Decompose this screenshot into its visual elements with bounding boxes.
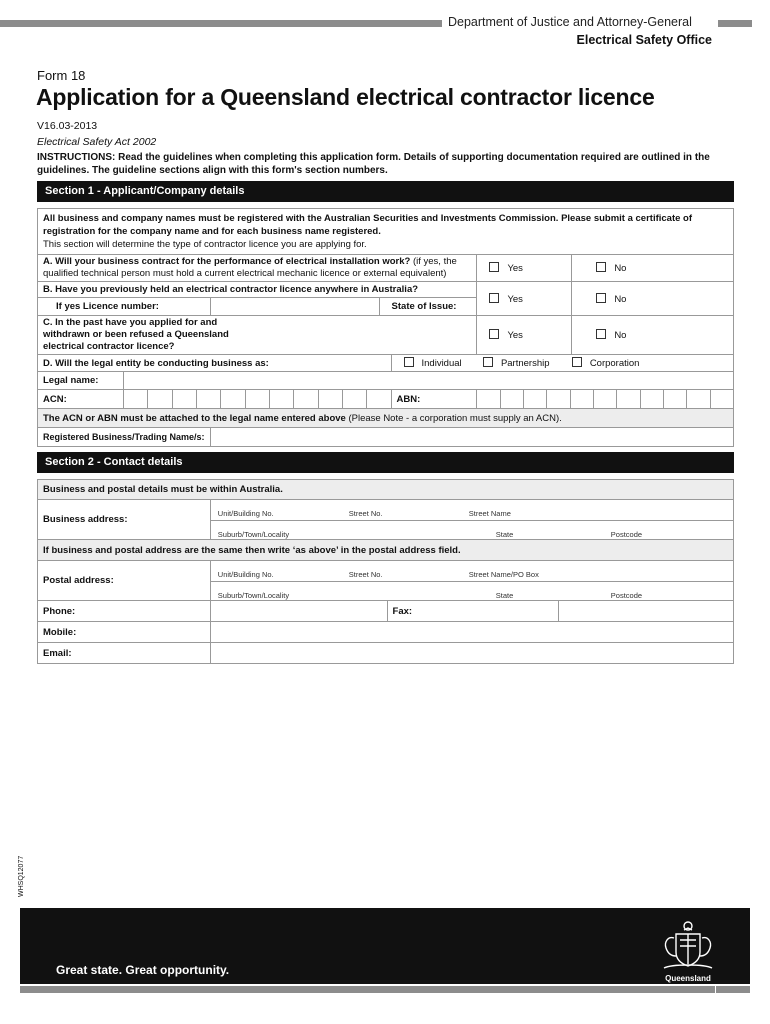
registered-business-label: Registered Business/Trading Name/s: xyxy=(38,428,211,447)
form-version: V16.03-2013 xyxy=(37,120,98,132)
section-2-table xyxy=(37,479,734,664)
section-1-note: This section will determine the type of contractor licence you are applying for. xyxy=(43,239,367,250)
section-1-table xyxy=(37,208,734,447)
entity-partnership[interactable]: Partnership xyxy=(477,355,572,372)
postal-address-field[interactable]: Unit/Building No. Street No. Street Name/PO Box Suburb/Town/Locality State Postcode xyxy=(210,561,733,601)
queensland-government-logo: Queensland xyxy=(665,974,711,983)
form-code: WHSQ12077 xyxy=(18,855,25,897)
acn-label: ACN: xyxy=(38,390,124,409)
fax-field[interactable] xyxy=(559,601,734,622)
footer-rule-left xyxy=(20,986,715,993)
checkbox[interactable] xyxy=(489,262,499,272)
entity-corporation[interactable]: Corporation xyxy=(572,355,734,372)
postal-address-label: Postal address: xyxy=(38,561,211,601)
same-address-note: If business and postal address are the same then write ‘as above’ in the postal address field. xyxy=(38,540,734,561)
checkbox[interactable] xyxy=(404,357,414,367)
footer-rule-right xyxy=(716,986,750,993)
footer-banner xyxy=(20,908,750,984)
question-a: A. Will your business contract for the performance of electrical installation work? xyxy=(43,256,411,267)
checkbox[interactable] xyxy=(489,329,499,339)
checkbox[interactable] xyxy=(596,262,606,272)
registered-business-field[interactable] xyxy=(210,428,733,447)
business-address-label: Business address: xyxy=(38,500,211,540)
licence-number-label: If yes Licence number: xyxy=(38,298,211,316)
section-2-note: Business and postal details must be within Australia. xyxy=(38,480,734,500)
act-reference: Electrical Safety Act 2002 xyxy=(37,136,157,148)
question-a-no[interactable]: No xyxy=(572,255,734,282)
section-2-heading: Section 2 - Contact details xyxy=(37,452,734,473)
acn-field[interactable] xyxy=(123,390,391,409)
question-b-yes[interactable]: Yes xyxy=(477,282,572,316)
question-c-yes[interactable]: Yes xyxy=(477,316,572,355)
queensland-crest-icon xyxy=(656,918,720,974)
question-c: C. In the past have you applied for and withdrawn or been refused a Queensland electrical contractor licence? xyxy=(38,316,477,355)
header-rule-left xyxy=(0,20,442,27)
abn-label: ABN: xyxy=(391,390,477,409)
legal-name-field[interactable] xyxy=(123,372,733,390)
form-number: Form 18 xyxy=(37,68,86,83)
phone-field[interactable] xyxy=(210,601,387,622)
phone-label: Phone: xyxy=(38,601,211,622)
question-a-yes[interactable]: Yes xyxy=(477,255,572,282)
checkbox[interactable] xyxy=(489,293,499,303)
checkbox[interactable] xyxy=(483,357,493,367)
section-1-intro: All business and company names must be registered with the Australian Securities and Investments Commission. Please submit a certificate of registration for the company name and for each business name registered. xyxy=(43,213,693,237)
question-d: D. Will the legal entity be conducting business as: xyxy=(38,355,392,372)
instructions: INSTRUCTIONS: Read the guidelines when completing this application form. Details of supporting documentation required are outlined in the guidelines. The guideline sections align with this form's section numbers. xyxy=(37,152,710,176)
licence-number-field[interactable] xyxy=(210,298,379,316)
question-b: B. Have you previously held an electrical contractor licence anywhere in Australia? xyxy=(38,282,477,298)
page-title: Application for a Queensland electrical contractor licence xyxy=(36,84,655,110)
checkbox[interactable] xyxy=(572,357,582,367)
department-name: Department of Justice and Attorney-General xyxy=(448,15,692,29)
question-a-note: (if yes, the qualified technical person must hold a current electrical mechanic licence or external equivalent) xyxy=(43,256,457,279)
mobile-field[interactable] xyxy=(210,622,733,643)
header-rule-right xyxy=(718,20,752,27)
fax-label: Fax: xyxy=(387,601,559,622)
entity-individual[interactable]: Individual xyxy=(391,355,477,372)
section-1-heading: Section 1 - Applicant/Company details xyxy=(37,181,734,202)
office-name: Electrical Safety Office xyxy=(576,33,712,47)
question-c-no[interactable]: No xyxy=(572,316,734,355)
checkbox[interactable] xyxy=(596,293,606,303)
checkbox[interactable] xyxy=(596,329,606,339)
state-of-issue-label: State of Issue: xyxy=(379,298,477,316)
abn-field[interactable] xyxy=(477,390,734,409)
footer-slogan: Great state. Great opportunity. xyxy=(56,963,230,977)
business-address-field[interactable]: Unit/Building No. Street No. Street Name Suburb/Town/Locality State Postcode xyxy=(210,500,733,540)
email-label: Email: xyxy=(38,643,211,664)
question-b-no[interactable]: No xyxy=(572,282,734,316)
acn-abn-note-detail: (Please Note - a corporation must supply an ACN). xyxy=(348,412,562,424)
legal-name-label: Legal name: xyxy=(38,372,124,390)
email-field[interactable] xyxy=(210,643,733,664)
mobile-label: Mobile: xyxy=(38,622,211,643)
acn-abn-note: The ACN or ABN must be attached to the legal name entered above xyxy=(43,412,346,424)
